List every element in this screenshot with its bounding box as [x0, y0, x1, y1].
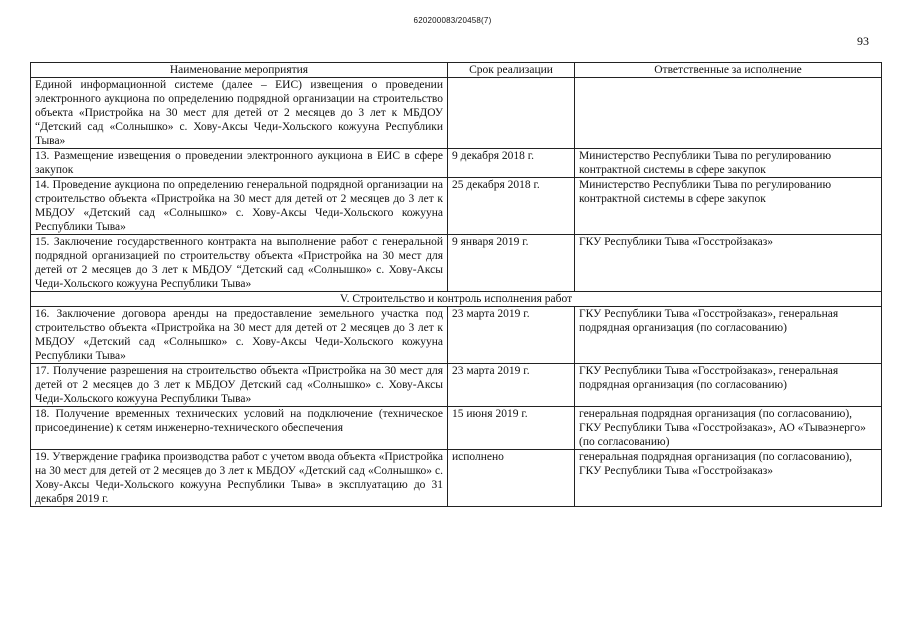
table-row — [31, 307, 882, 364]
deadline: 9 января 2019 г. — [448, 235, 575, 292]
section-title: V. Строительство и контроль исполнения работ — [31, 292, 882, 307]
column-header-deadline: Срок реализации — [448, 63, 575, 78]
table-row — [31, 178, 882, 235]
section-header-row — [31, 292, 882, 307]
deadline: 25 декабря 2018 г. — [448, 178, 575, 235]
responsible: ГКУ Республики Тыва «Госстройзаказ», генеральная подрядная организация (по согласованию) — [575, 364, 882, 407]
activity-name: 14. Проведение аукциона по определению генеральной подрядной организации на строительство объекта «Пристройка на 30 мест для детей от 2 месяцев до 3 лет к МБДОУ «Детский сад «Солнышко» с. Хову-Аксы Чеди-Хольского кожууна Республики Тыва» — [31, 178, 448, 235]
page-number: 93 — [857, 34, 869, 48]
activity-name: Единой информационной системе (далее – ЕИС) извещения о проведении электронного аукциона по определению подрядной организации на строительство объекта «Пристройка на 30 мест для детей от 2 месяцев до 3 лет к МБДОУ “Детский сад «Солнышко» с. Хову-Аксы Чеди-Хольского кожууна Республики Тыва» — [31, 78, 448, 149]
responsible: генеральная подрядная организация (по согласованию), ГКУ Республики Тыва «Госстройзаказ», АО «Тываэнерго» (по согласованию) — [575, 407, 882, 450]
column-header-responsible: Ответственные за исполнение — [575, 63, 882, 78]
deadline: 23 марта 2019 г. — [448, 307, 575, 364]
column-header-name: Наименование мероприятия — [31, 63, 448, 78]
deadline: 9 декабря 2018 г. — [448, 149, 575, 178]
activity-name: 19. Утверждение графика производства работ с учетом ввода объекта «Пристройка на 30 мест для детей от 2 месяцев до 3 лет к МБДОУ «Детский сад «Солнышко» с. Хову-Аксы Чеди-Хольского кожууна Республики Тыва» в эксплуатацию до 31 декабря 2019 г. — [31, 450, 448, 507]
activity-name: 18. Получение временных технических условий на подключение (техническое присоединение) к сетям инженерно-технического обеспечения — [31, 407, 448, 450]
table-row — [31, 450, 882, 507]
deadline: 15 июня 2019 г. — [448, 407, 575, 450]
table-row — [31, 78, 882, 149]
responsible: ГКУ Республики Тыва «Госстройзаказ» — [575, 235, 882, 292]
activity-name: 17. Получение разрешения на строительство объекта «Пристройка на 30 мест для детей от 2 месяцев до 3 лет к МБДОУ Детский сад «Солнышко» с. Хову-Аксы Чеди-Хольского кожууна Республики Тыва» — [31, 364, 448, 407]
deadline — [448, 78, 575, 149]
responsible: ГКУ Республики Тыва «Госстройзаказ», генеральная подрядная организация (по согласованию) — [575, 307, 882, 364]
schedule-table — [30, 62, 882, 507]
table-row — [31, 364, 882, 407]
responsible — [575, 78, 882, 149]
table-row — [31, 235, 882, 292]
deadline: исполнено — [448, 450, 575, 507]
table-header-row — [31, 63, 882, 78]
table-row — [31, 407, 882, 450]
activity-name: 16. Заключение договора аренды на предоставление земельного участка под строительство объекта «Пристройка на 30 мест для детей от 2 месяцев до 3 лет к МБДОУ «Детский сад «Солнышко» с. Хову-Аксы Чеди-Хольского кожууна Республики Тыва» — [31, 307, 448, 364]
document-code: 620200083/20458(7) — [413, 16, 492, 25]
responsible: Министерство Республики Тыва по регулированию контрактной системы в сфере закупок — [575, 178, 882, 235]
deadline: 23 марта 2019 г. — [448, 364, 575, 407]
responsible: Министерство Республики Тыва по регулированию контрактной системы в сфере закупок — [575, 149, 882, 178]
activity-name: 15. Заключение государственного контракта на выполнение работ с генеральной подрядной организацией по строительству объекта «Пристройка на 30 мест для детей от 2 месяцев до 3 лет к МБДОУ “Детский сад «Солнышко» с. Хову-Аксы Чеди-Хольского кожууна Республики Тыва» — [31, 235, 448, 292]
activity-name: 13. Размещение извещения о проведении электронного аукциона в ЕИС в сфере закупок — [31, 149, 448, 178]
table-row — [31, 149, 882, 178]
responsible: генеральная подрядная организация (по согласованию), ГКУ Республики Тыва «Госстройзаказ» — [575, 450, 882, 507]
